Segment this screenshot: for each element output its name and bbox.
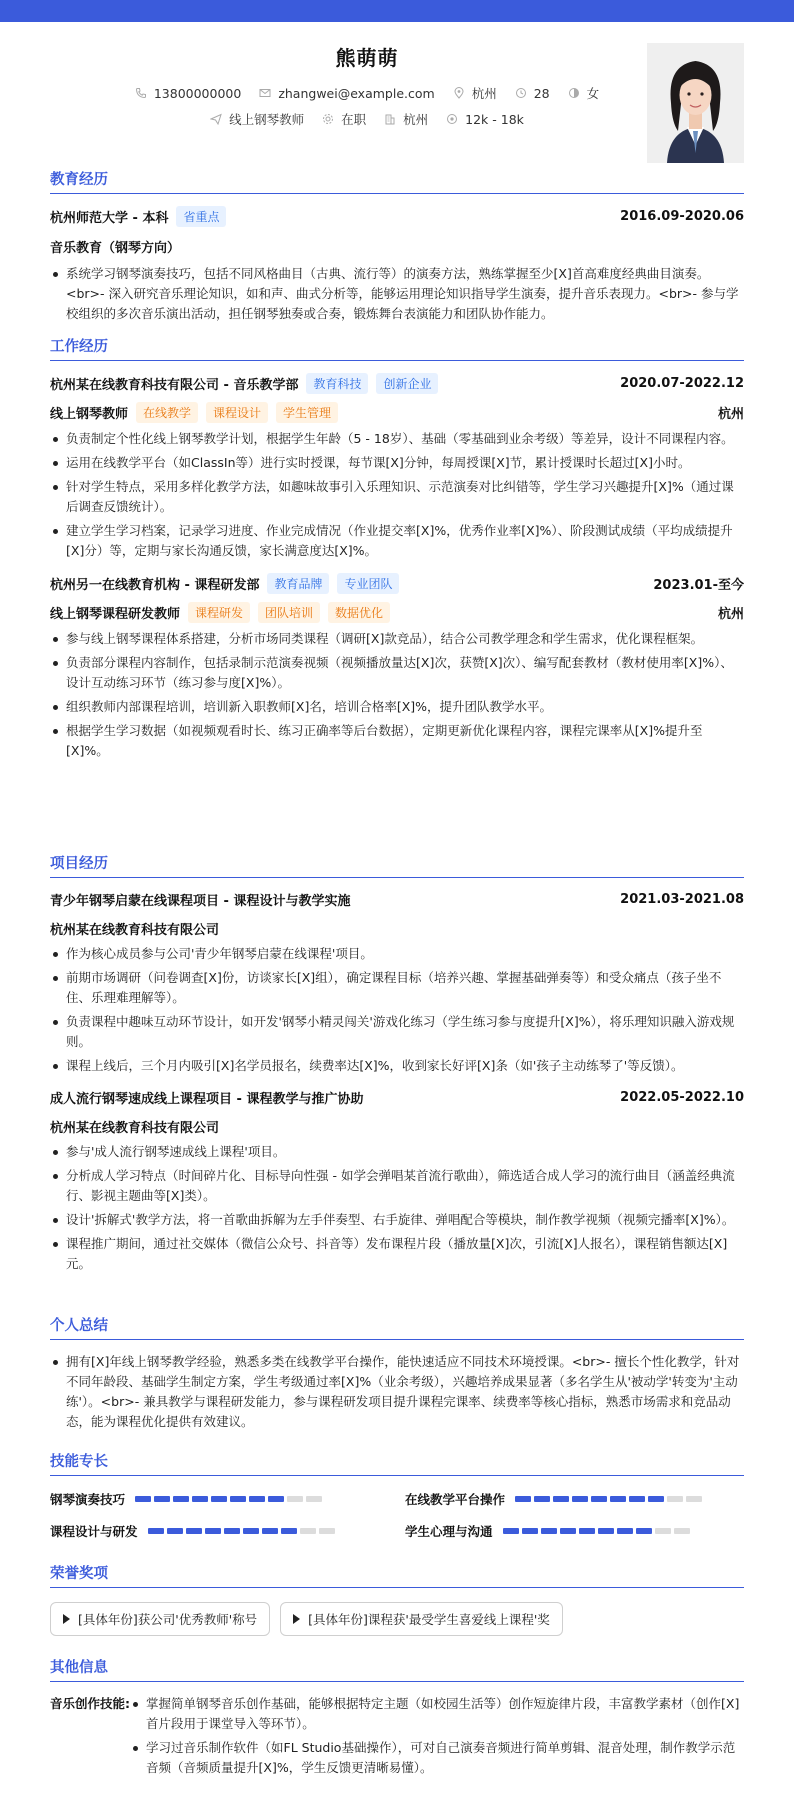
play-icon <box>293 1614 300 1624</box>
skill-level-segment <box>319 1528 335 1534</box>
list-item: 负责课程中趣味互动环节设计，如开发'钢琴小精灵闯关'游戏化练习（学生练习参与度提升[X]%），将乐理知识融入游戏规则。 <box>50 1012 744 1052</box>
gender-icon <box>568 87 580 99</box>
role-name: 线上钢琴课程研发教师 <box>50 607 181 622</box>
list-item: 课程上线后，三个月内吸引[X]名学员报名，续费率达[X]%，收到家长好评[X]条（如'孩子主动练琴了'等反馈）。 <box>50 1056 744 1076</box>
list-item: 掌握简单钢琴音乐创作基础，能够根据特定主题（如校园生活等）创作短旋律片段，丰富教学素材（创作[X]首片段用于课堂导入等环节）。 <box>130 1694 744 1734</box>
skill-level-segment <box>598 1528 614 1534</box>
projects-title: 项目经历 <box>50 852 744 878</box>
gender-item <box>568 84 600 102</box>
work-entry-head <box>50 573 744 594</box>
skill-name: 钢琴演奏技巧 <box>50 1492 126 1507</box>
skill-level-segment <box>173 1496 189 1502</box>
list-item: 针对学生特点，采用多样化教学方法，如趣味故事引入乐理知识、示范演奏对比纠错等，学生学习兴趣提升[X]%（通过课后调查反馈统计）。 <box>50 477 744 517</box>
status-icon <box>322 113 334 125</box>
education-bullets <box>50 264 744 324</box>
location-icon <box>453 87 465 99</box>
skill-level-segment <box>205 1528 221 1534</box>
skill-level-segment <box>667 1496 683 1502</box>
project-date: 2022.05-2022.10 <box>620 1090 744 1105</box>
other-section <box>50 1656 744 1782</box>
building-icon <box>384 113 396 125</box>
list-item: 系统学习钢琴演奏技巧，包括不同风格曲目（古典、流行等）的演奏方法，熟练掌握至少[X]首高难度经典曲目演奏。<br>- 深入研究音乐理论知识，如和声、曲式分析等，能够运用理论知识指导学生演奏，提升音乐表现力。<br>- 参与学校组织的多次音乐演出活动，担任钢琴独奏或合奏，锻炼舞台表演能力和团队协作能力。 <box>50 264 744 324</box>
work-section <box>50 335 744 765</box>
skills-section <box>50 1450 744 1540</box>
skill-level-segment <box>148 1528 164 1534</box>
project-title: 成人流行钢琴速成线上课程项目 - 课程教学与推广协助 <box>50 1092 364 1107</box>
skill-level-segment <box>167 1528 183 1534</box>
role-tag: 数据优化 <box>328 602 390 623</box>
list-item: 根据学生学习数据（如视频观看时长、练习正确率等后台数据），定期更新优化课程内容，课程完课率从[X]%提升至[X]%。 <box>50 721 744 761</box>
role-tag: 在线教学 <box>136 402 198 423</box>
job-intent-row <box>0 110 734 128</box>
target-city-item <box>384 110 428 128</box>
work-role-row <box>50 602 744 623</box>
list-item: 负责制定个性化线上钢琴教学计划，根据学生年龄（5 - 18岁）、基础（零基础到业余考级）等差异，设计不同课程内容。 <box>50 429 744 449</box>
work-date: 2023.01-至今 <box>653 578 744 593</box>
skill-level-segment <box>534 1496 550 1502</box>
skill-level-segment <box>268 1496 284 1502</box>
play-icon <box>63 1614 70 1624</box>
resume-header <box>0 22 794 150</box>
skill-level-segment <box>306 1496 322 1502</box>
school-tag: 省重点 <box>176 206 226 227</box>
skill-level-segment <box>572 1496 588 1502</box>
project-bullets <box>50 1142 744 1274</box>
honors-section <box>50 1562 744 1636</box>
project-bullets <box>50 944 744 1076</box>
status-text: 在职 <box>341 112 367 127</box>
other-bullets <box>130 1694 744 1782</box>
role-city: 杭州 <box>717 407 744 422</box>
skill-level-bar <box>148 1528 335 1534</box>
skill-level-segment <box>224 1528 240 1534</box>
position-item <box>210 110 304 128</box>
salary-icon <box>446 113 458 125</box>
skill-level-segment <box>648 1496 664 1502</box>
education-major <box>50 237 744 256</box>
list-item: 运用在线教学平台（如ClassIn等）进行实时授课，每节课[X]分钟，每周授课[X]节，累计授课时长超过[X]小时。 <box>50 453 744 473</box>
education-entry-head <box>50 206 744 227</box>
skill-level-segment <box>281 1528 297 1534</box>
skill-level-segment <box>686 1496 702 1502</box>
skill-level-segment <box>154 1496 170 1502</box>
skill-level-segment <box>655 1528 671 1534</box>
skill-level-segment <box>560 1528 576 1534</box>
project-org-row <box>50 919 744 938</box>
project-date: 2021.03-2021.08 <box>620 892 744 907</box>
skill-level-segment <box>211 1496 227 1502</box>
summary-section <box>50 1314 744 1436</box>
list-item: 学习过音乐制作软件（如FL Studio基础操作），可对自己演奏音频进行简单剪辑、混音处理，制作教学示范音频（音频质量提升[X]%，学生反馈更清晰易懂）。 <box>130 1738 744 1778</box>
list-item: 设计'拆解式'教学方法，将一首歌曲拆解为左手伴奏型、右手旋律、弹唱配合等模块，制作教学视频（视频完播率[X]%）。 <box>50 1210 744 1230</box>
skill-item <box>50 1522 389 1540</box>
position-text: 线上钢琴教师 <box>229 112 305 127</box>
work-role-row <box>50 402 744 423</box>
age-icon <box>515 87 527 99</box>
skill-level-segment <box>262 1528 278 1534</box>
mail-icon <box>259 87 271 99</box>
work-title: 工作经历 <box>50 335 744 361</box>
honors-list <box>50 1602 744 1636</box>
skill-level-segment <box>522 1528 538 1534</box>
skill-level-segment <box>674 1528 690 1534</box>
skill-level-segment <box>135 1496 151 1502</box>
project-org-row <box>50 1117 744 1136</box>
education-section <box>50 168 744 328</box>
work-bullets <box>50 429 744 561</box>
skill-level-segment <box>515 1496 531 1502</box>
skill-level-bar <box>515 1496 702 1502</box>
project-title: 青少年钢琴启蒙在线课程项目 - 课程设计与教学实施 <box>50 894 351 909</box>
skill-level-segment <box>617 1528 633 1534</box>
honor-item <box>280 1602 563 1636</box>
phone-text: 13800000000 <box>153 85 242 101</box>
honors-title: 荣誉奖项 <box>50 1562 744 1588</box>
education-date: 2016.09-2020.06 <box>620 209 744 224</box>
honor-text: [具体年份]获公司'优秀教师'称号 <box>78 1612 258 1627</box>
skill-level-segment <box>579 1528 595 1534</box>
honor-item <box>50 1602 270 1636</box>
skill-level-segment <box>591 1496 607 1502</box>
skill-name: 学生心理与沟通 <box>405 1524 493 1539</box>
city-item <box>453 84 497 102</box>
city-text: 杭州 <box>471 86 497 101</box>
projects-section <box>50 852 744 1278</box>
school-name: 杭州师范大学 - 本科 <box>50 211 169 226</box>
skills-title: 技能专长 <box>50 1450 744 1476</box>
list-item: 作为核心成员参与公司'青少年钢琴启蒙在线课程'项目。 <box>50 944 744 964</box>
role-tag: 团队培训 <box>258 602 320 623</box>
company-tag: 教育科技 <box>306 373 368 394</box>
other-title: 其他信息 <box>50 1656 744 1682</box>
skill-level-segment <box>553 1496 569 1502</box>
contact-row <box>0 84 734 102</box>
candidate-name: 熊萌萌 <box>335 46 399 70</box>
salary-text: 12k - 18k <box>465 111 524 127</box>
company-tag: 教育品牌 <box>267 573 329 594</box>
role-name: 线上钢琴教师 <box>50 407 129 422</box>
other-label: 音乐创作技能: <box>50 1696 130 1711</box>
target-city-text: 杭州 <box>403 112 429 127</box>
top-accent-bar <box>0 0 794 22</box>
list-item: 参与'成人流行钢琴速成线上课程'项目。 <box>50 1142 744 1162</box>
skill-level-segment <box>300 1528 316 1534</box>
list-item: 参与线上钢琴课程体系搭建，分析市场同类课程（调研[X]款竞品），结合公司教学理念和学生需求，优化课程框架。 <box>50 629 744 649</box>
list-item: 负责部分课程内容制作，包括录制示范演奏视频（视频播放量达[X]次，获赞[X]次）、编写配套教材（教材使用率[X]%）、设计互动练习环节（练习参与度[X]%）。 <box>50 653 744 693</box>
project-entry-head <box>50 1088 744 1107</box>
other-row <box>50 1694 744 1782</box>
company-name: 杭州另一在线教育机构 - 课程研发部 <box>50 578 260 593</box>
skill-level-segment <box>230 1496 246 1502</box>
list-item: 拥有[X]年线上钢琴教学经验，熟悉多类在线教学平台操作，能快速适应不同技术环境授课。<br>- 擅长个性化教学，针对不同年龄段、基础学生制定方案，学生考级通过率[X]%（业余考级），兴趣培养成果显著（多名学生从'被动学'转变为'主动练'）。<br>- 兼具教学与课程研发能力，参与课程研发项目提升课程完课率、续费率等核心指标，熟悉市场需求和竞品动态，能为课程优化提供有效建议。 <box>50 1352 744 1432</box>
skill-level-segment <box>186 1528 202 1534</box>
project-org: 杭州某在线教育科技有限公司 <box>50 923 220 938</box>
skill-level-segment <box>610 1496 626 1502</box>
list-item: 分析成人学习特点（时间碎片化、目标导向性强 - 如学会弹唱某首流行歌曲），筛选适合成人学习的流行曲目（涵盖经典流行、影视主题曲等[X]类）。 <box>50 1166 744 1206</box>
summary-bullets <box>50 1352 744 1432</box>
status-item <box>322 110 366 128</box>
skill-level-segment <box>541 1528 557 1534</box>
profile-photo <box>647 43 744 163</box>
skill-name: 在线教学平台操作 <box>405 1492 506 1507</box>
list-item: 课程推广期间，通过社交媒体（微信公众号、抖音等）发布课程片段（播放量[X]次，引流[X]人报名），课程销售额达[X]元。 <box>50 1234 744 1274</box>
skill-name: 课程设计与研发 <box>50 1524 138 1539</box>
role-tag: 课程设计 <box>206 402 268 423</box>
skills-grid <box>50 1490 744 1540</box>
work-bullets <box>50 629 744 761</box>
project-org: 杭州某在线教育科技有限公司 <box>50 1121 220 1136</box>
skill-item <box>50 1490 389 1508</box>
work-date: 2020.07-2022.12 <box>620 376 744 391</box>
phone-icon <box>135 87 147 99</box>
company-name: 杭州某在线教育科技有限公司 - 音乐教学部 <box>50 378 299 393</box>
gender-text: 女 <box>586 86 600 101</box>
skill-level-bar <box>135 1496 322 1502</box>
skill-level-segment <box>192 1496 208 1502</box>
company-tag: 专业团队 <box>337 573 399 594</box>
role-tag: 课程研发 <box>188 602 250 623</box>
company-tag: 创新企业 <box>376 373 438 394</box>
skill-item <box>405 1490 744 1508</box>
list-item: 前期市场调研（问卷调查[X]份，访谈家长[X]组），确定课程目标（培养兴趣、掌握基础弹奏等）和受众痛点（孩子坐不住、乐理难理解等）。 <box>50 968 744 1008</box>
education-title: 教育经历 <box>50 168 744 194</box>
list-item: 建立学生学习档案，记录学习进度、作业完成情况（作业提交率[X]%，优秀作业率[X]%）、阶段测试成绩（平均成绩提升[X]分）等，定期与家长沟通反馈，家长满意度达[X]%。 <box>50 521 744 561</box>
skill-level-segment <box>629 1496 645 1502</box>
send-icon <box>210 113 222 125</box>
list-item: 组织教师内部课程培训，培训新入职教师[X]名，培训合格率[X]%，提升团队教学水平。 <box>50 697 744 717</box>
age-item <box>515 86 550 101</box>
skill-level-segment <box>249 1496 265 1502</box>
phone-item <box>135 86 241 101</box>
skill-level-segment <box>503 1528 519 1534</box>
honor-text: [具体年份]课程获'最受学生喜爱线上课程'奖 <box>308 1612 550 1627</box>
role-tag: 学生管理 <box>276 402 338 423</box>
skill-level-segment <box>636 1528 652 1534</box>
skill-level-segment <box>287 1496 303 1502</box>
skill-level-segment <box>243 1528 259 1534</box>
work-entry-head <box>50 373 744 394</box>
major-text: 音乐教育（钢琴方向） <box>50 241 181 256</box>
salary-item <box>446 112 524 127</box>
email-text: zhangwei@example.com <box>278 85 435 101</box>
resume-page <box>0 22 794 1775</box>
skill-item <box>405 1522 744 1540</box>
role-city: 杭州 <box>717 607 744 622</box>
age-text: 28 <box>533 85 550 101</box>
email-item <box>259 86 434 101</box>
skill-level-bar <box>503 1528 690 1534</box>
project-entry-head <box>50 890 744 909</box>
summary-title: 个人总结 <box>50 1314 744 1340</box>
